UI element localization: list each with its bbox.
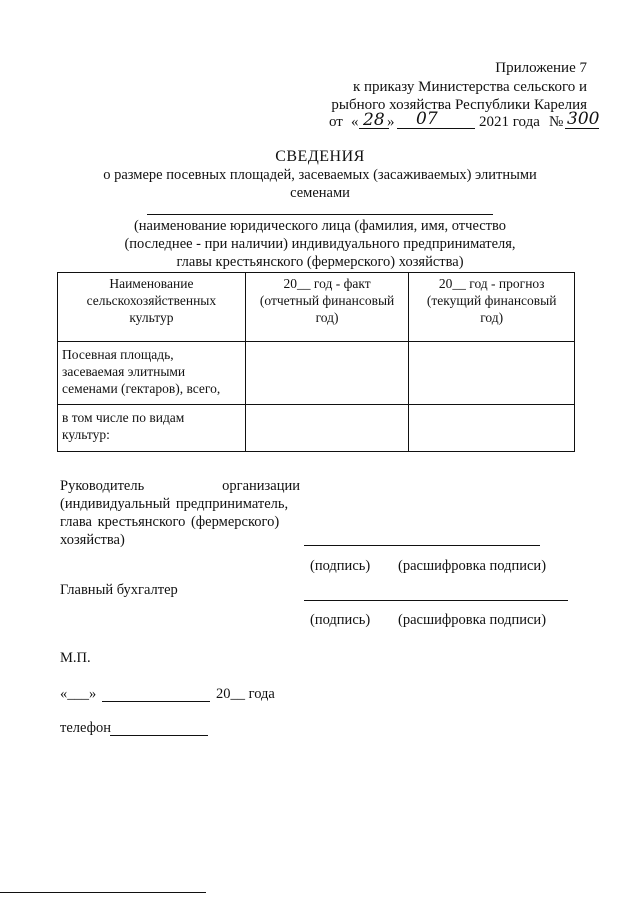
row-by-culture-fact-cell[interactable]	[245, 405, 409, 452]
head-signature-field[interactable]	[304, 545, 540, 546]
document-title: СВЕДЕНИЯ	[275, 148, 365, 165]
appendix-line-2: к приказу Министерства сельского и	[352, 79, 587, 95]
head-title-line-3: глава крестьянского (фермерского)	[60, 514, 280, 530]
date-line	[60, 686, 290, 704]
header-fact: 20__ год - факт (отчетный финансовый год)	[245, 273, 409, 342]
row-total-fact-cell[interactable]	[245, 342, 409, 405]
table-row	[58, 342, 575, 405]
seal-label: М.П.	[60, 650, 91, 666]
date-day: «___»	[60, 686, 97, 702]
entity-caption-line-3: главы крестьянского (фермерского) хозяйства)	[176, 254, 464, 270]
date-month-field[interactable]	[102, 701, 210, 702]
row-total-forecast-cell[interactable]	[409, 342, 575, 405]
date-year: 20__ года	[216, 686, 275, 702]
table-row	[58, 405, 575, 452]
entity-caption-line-2: (последнее - при наличии) индивидуального предпринимателя,	[124, 236, 516, 252]
accountant-signature-field[interactable]	[304, 600, 568, 601]
entity-caption-line-1: (наименование юридического лица (фамилия, имя, отчество	[133, 218, 507, 234]
head-decode-caption: (расшифровка подписи)	[398, 558, 547, 574]
row-by-culture-label: в том числе по видам культур:	[58, 405, 246, 452]
head-title-line-1: Руководитель организации	[60, 478, 300, 494]
appendix-order-line	[329, 109, 600, 134]
order-number-label: №	[549, 114, 564, 130]
row-total-label: Посевная площадь, засеваемая элитными семенами (гектаров), всего,	[58, 342, 246, 405]
accountant-label: Главный бухгалтер	[60, 582, 178, 598]
phone-label: телефон	[60, 720, 112, 736]
appendix-line-3: рыбного хозяйства Республики Карелия	[331, 97, 587, 113]
order-open-quote: «	[351, 114, 359, 130]
document-subtitle-line-2: семенами	[290, 185, 350, 201]
head-signature-caption: (подпись)	[310, 558, 371, 574]
order-close-quote: »	[387, 114, 395, 130]
order-year: 2021 года	[479, 114, 540, 130]
footnote-separator	[0, 892, 206, 893]
header-culture: Наименование сельскохозяйственных культур	[58, 273, 246, 342]
entity-name-field[interactable]	[147, 214, 493, 215]
row-by-culture-forecast-cell[interactable]	[409, 405, 575, 452]
document-subtitle-line-1: о размере посевных площадей, засеваемых (засаживаемых) элитными	[103, 167, 537, 183]
head-title-line-4: хозяйства)	[60, 532, 125, 548]
phone-field[interactable]	[110, 735, 208, 736]
accountant-decode-caption: (расшифровка подписи)	[398, 612, 547, 628]
accountant-signature-caption: (подпись)	[310, 612, 371, 628]
order-day: 28	[363, 110, 385, 130]
order-number: 300	[567, 109, 600, 129]
head-title-line-2: (индивидуальный предприниматель,	[60, 496, 289, 512]
order-from-label: от	[329, 114, 343, 130]
seed-area-table	[57, 272, 575, 452]
header-forecast: 20__ год - прогноз (текущий финансовый год)	[409, 273, 575, 342]
order-month: 07	[416, 109, 438, 129]
table-header-row	[58, 273, 575, 342]
appendix-line-1: Приложение 7	[495, 60, 587, 76]
head-title-line-1-right: организации	[222, 478, 300, 494]
